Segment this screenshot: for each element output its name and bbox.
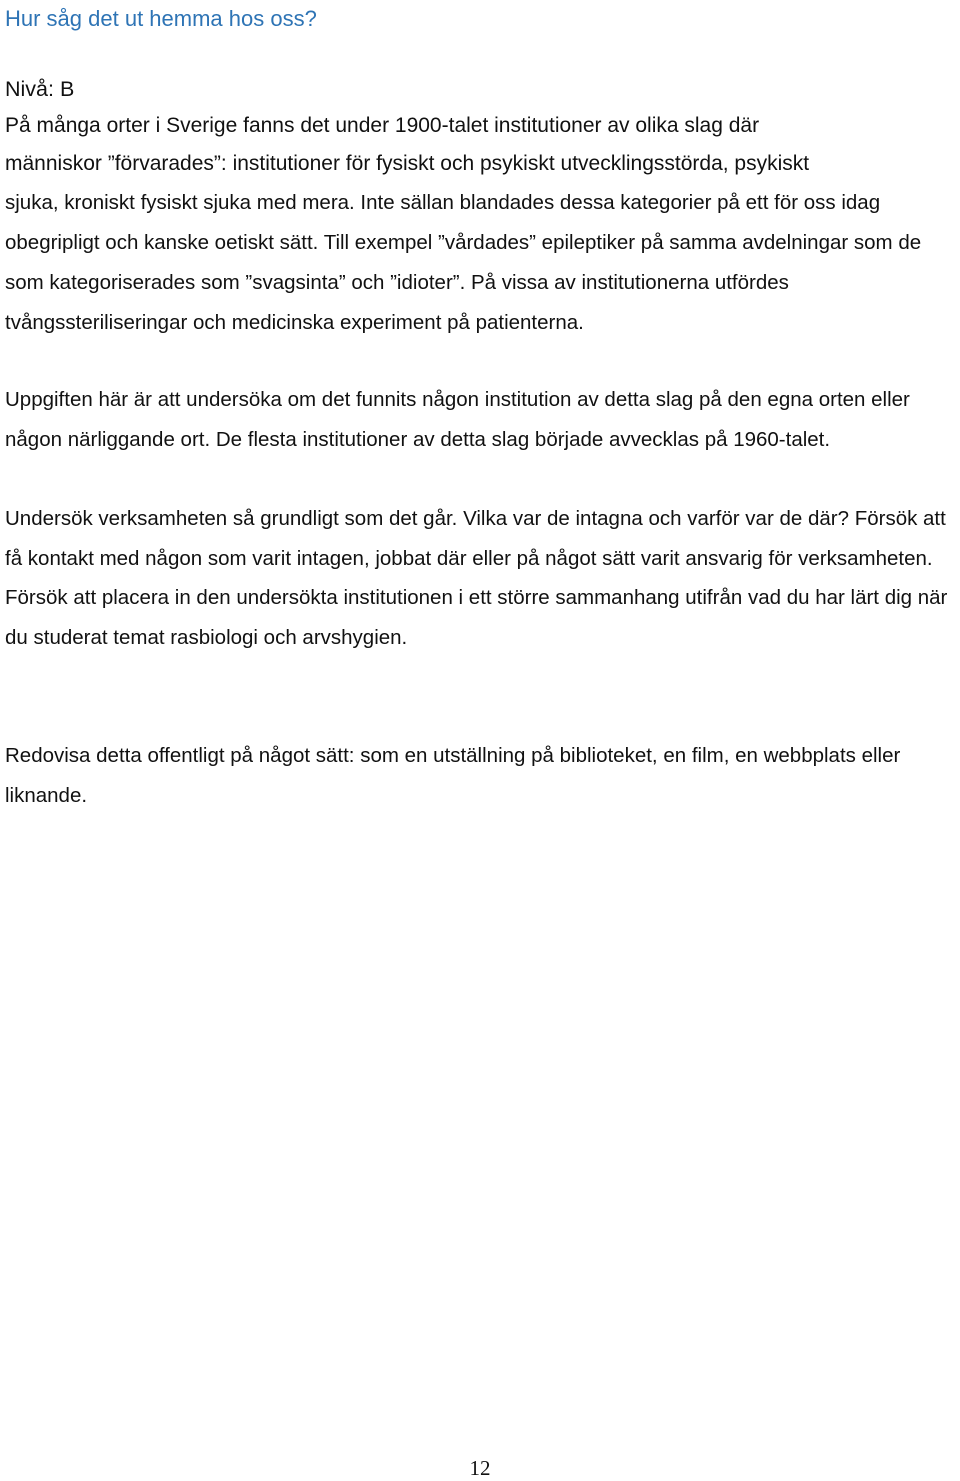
paragraph-investigate: Undersök verksamheten så grundligt som det går. Vilka var de intagna och varför var de där? Försök att få kontakt med någon som varit intagen, jobbat där eller på något sätt varit ansvarig för verksamheten. Försök att placera in den undersökta institutionen i ett större sammanhang utifrån vad du har lärt dig när du studerat temat rasbiologi och arvshygien.	[5, 507, 948, 649]
paragraph-intro-rest: sjuka, kroniskt fysiskt sjuka med mera. Inte sällan blandades dessa kategorier på ett för oss idag obegripligt och kanske oetiskt sätt. Till exempel ”vårdades” epileptiker på samma avdelningar som de som kategoriserades som ”svagsinta” och ”idioter”. På vissa av institutionerna utfördes tvångssteriliseringar och medicinska experiment på patienterna.	[5, 191, 922, 334]
paragraph-present: Redovisa detta offentligt på något sätt: som en utställning på biblioteket, en film, en webbplats eller liknande.	[5, 744, 901, 807]
paragraph-intro	[5, 107, 960, 343]
paragraph-task: Uppgiften här är att undersöka om det funnits någon institution av detta slag på den egna orten eller någon närliggande ort. De flesta institutioner av detta slag började avvecklas på 1960-talet.	[5, 388, 910, 451]
document-title: Hur såg det ut hemma hos oss?	[5, 6, 317, 31]
level-label: Nivå: B	[5, 77, 75, 101]
paragraph-intro-line-1: På många orter i Sverige fanns det under 1900-talet institutioner av olika slag där	[5, 114, 760, 137]
paragraph-intro-line-2: människor ”förvarades”: institutioner för fysiskt och psykiskt utvecklingsstörda, psykiskt	[5, 152, 810, 175]
page-number: 12	[469, 1456, 491, 1480]
